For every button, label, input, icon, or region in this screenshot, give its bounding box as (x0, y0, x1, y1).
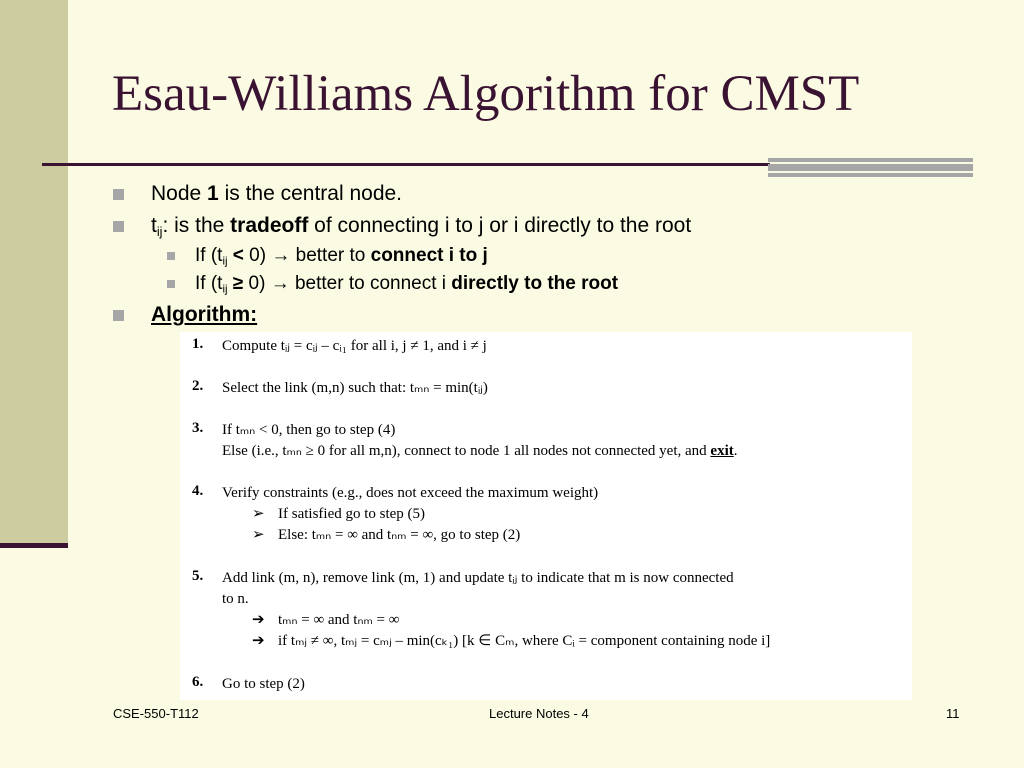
arrowhead-icon: ➢ (252, 506, 265, 522)
bullet-square-icon (167, 280, 175, 288)
bullet-square-icon (113, 189, 124, 200)
slide-title: Esau-Williams Algorithm for CMST (112, 66, 860, 122)
footer-course-code: CSE-550-T112 (113, 706, 199, 721)
bullet-square-icon (113, 310, 124, 321)
arrow-icon: ➔ (252, 612, 265, 628)
arrowhead-icon: ➢ (252, 527, 265, 543)
algorithm-box: 1. Compute tᵢⱼ = cᵢⱼ – cᵢ₁ for all i, j ≠ 1, and i ≠ j 2. Select the link (m,n) such that: tₘₙ = min(tᵢⱼ) 3. If tₘₙ < 0, then go to step (4) Else (i.e., tₘₙ ≥ 0 for all m,n), connect to node 1 all nodes not connected yet, and exit. 4. Verify constraints (e.g., does not exceed the maximum weight) ➢ If satisfied go to step (5) ➢ Else: tₘₙ = ∞ and tₙₘ = ∞, go to step (2) 5. Add link (m, n), remove link (m, 1) and update tᵢⱼ to indicate that m is now connected to n. ➔ tₘₙ = ∞ and tₙₘ = ∞ ➔ if tₘⱼ ≠ ∞, tₘⱼ = cₘⱼ – min(cₖ₁) [k ∈ Cₘ, where Cᵢ = component containing node i] 6. Go to step (2) (180, 332, 912, 700)
side-rule (0, 543, 68, 548)
bullet-square-icon (167, 252, 175, 260)
footer-page-number: 11 (946, 706, 960, 721)
arrow-icon: ➔ (252, 633, 265, 649)
side-band (0, 0, 68, 548)
title-divider (42, 163, 770, 166)
title-accent-bars (768, 158, 973, 179)
bullet-square-icon (113, 221, 124, 232)
footer-lecture-title: Lecture Notes - 4 (489, 706, 589, 721)
